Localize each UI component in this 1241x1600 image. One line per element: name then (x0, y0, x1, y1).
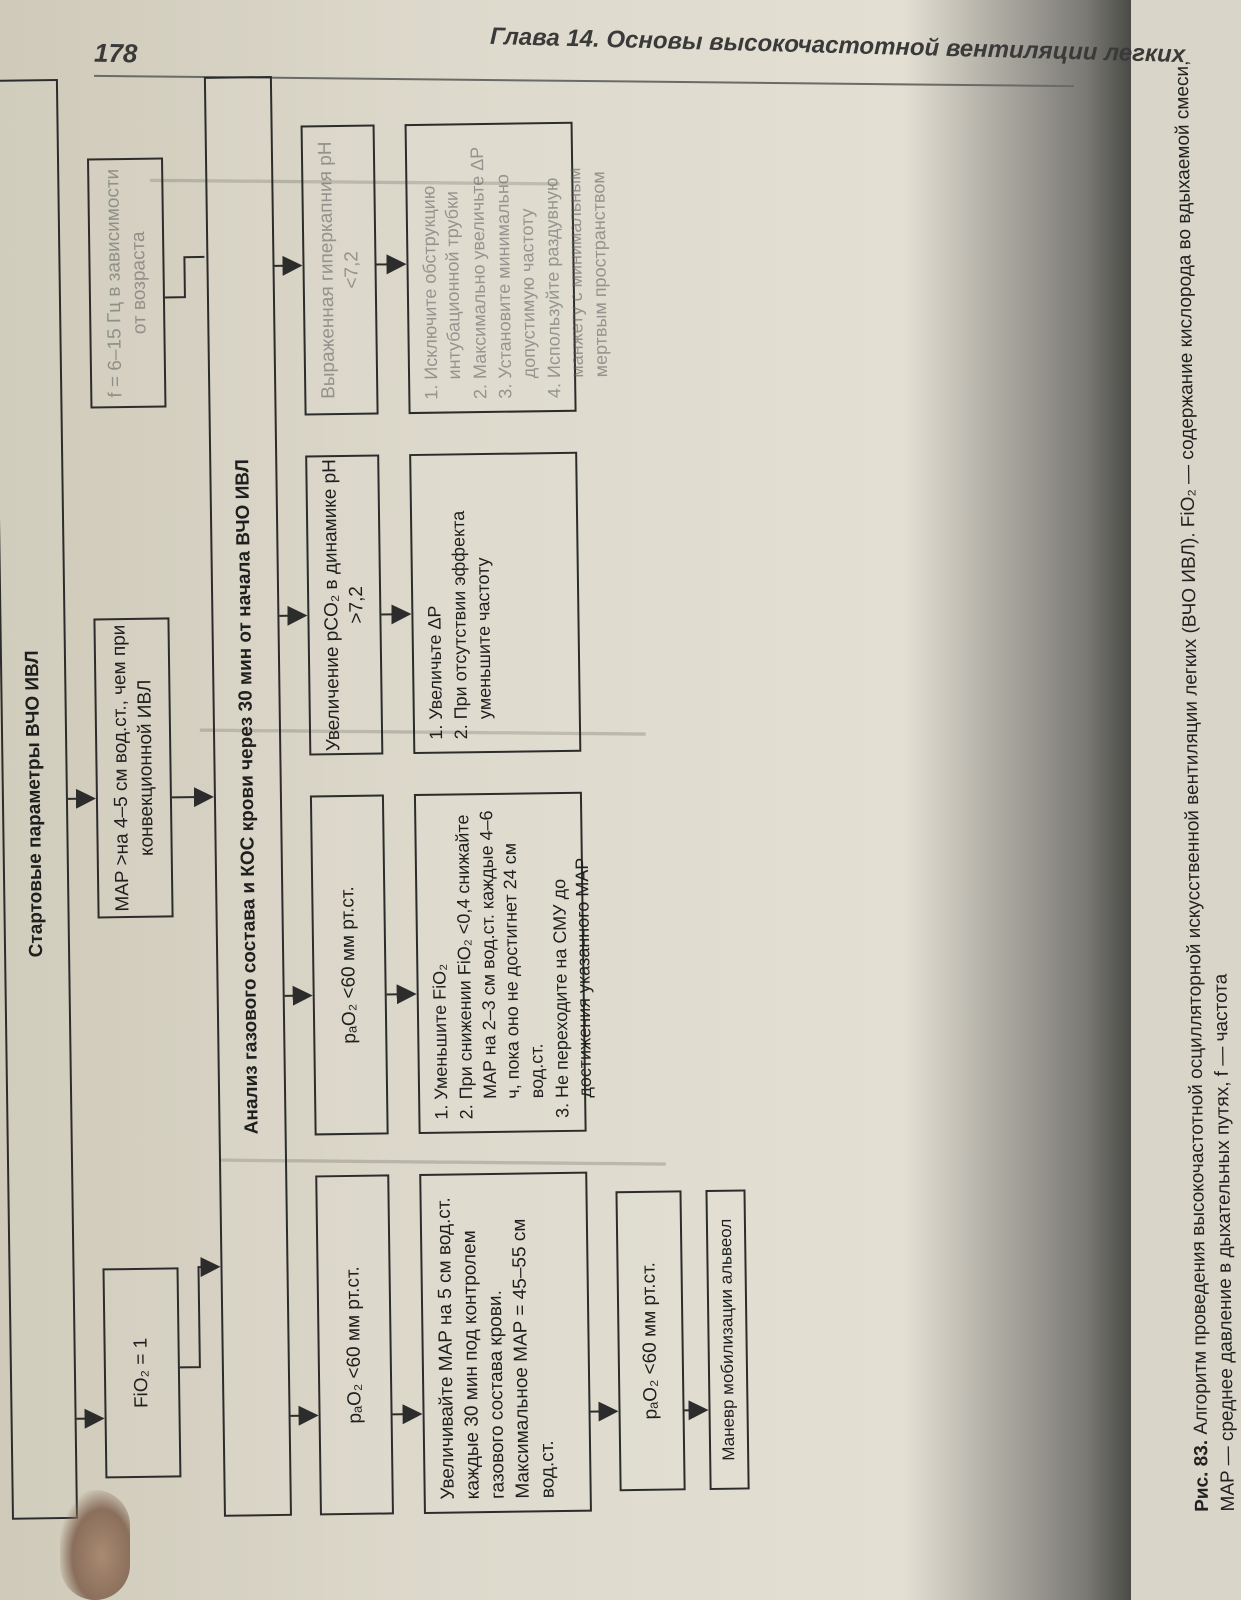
analysis-label: Анализ газового состава и КОС крови через 30 мин от начала ВЧО ИВЛ (232, 458, 264, 1135)
action-3-item: 2. При отсутствии эффекта уменьшите частоту (447, 467, 497, 720)
action-box-3 (409, 452, 581, 754)
map-label: MAP >на 4–5 см вод.ст., чем при конвекционной ИВЛ (108, 624, 158, 912)
action-4-item: 2. Максимально увеличьте ΔP (466, 137, 493, 379)
fio2-label: FiO₂ = 1 (130, 1337, 153, 1409)
condition-4-label: Выраженная гиперкапния pH <7,2 (314, 141, 363, 400)
action-2-item: 2. При снижении FiO₂ <0,4 снижайте MAP на 2–3 см вод.ст. каждые 4–6 ч, пока оно не достигнет 24 см вод.ст. (451, 806, 549, 1099)
freq-label: f = 6–15 Гц в зависимости от возраста (102, 168, 151, 398)
action-3-list (421, 467, 499, 740)
action-4-item: 4. Используйте раздувную манжету с минимальным мертвым пространством (540, 135, 614, 378)
action-2-list (426, 805, 600, 1119)
page-number: 178 (93, 37, 138, 69)
action-2-item: 3. Не переходите на СМУ до достижения указанного MAP (547, 806, 598, 1099)
fio2-param-box (102, 1267, 181, 1478)
thumb-shadow (60, 1490, 130, 1600)
bleed-through-text: ━━━━━━━━━━━━━━━━━━━━━━━━━━━━━━━━━━ (149, 170, 560, 196)
action-box-4 (405, 122, 611, 414)
action-box-1 (419, 1172, 592, 1514)
figure-caption (1170, 51, 1241, 1512)
condition-1-label: pₐO₂ <60 мм рт.ст. (342, 1266, 367, 1424)
condition-box-1 (315, 1174, 394, 1515)
followup-1-label: pₐO₂ <60 мм рт.ст. (638, 1261, 663, 1420)
page-header (0, 0, 1186, 90)
action-box-2 (414, 792, 596, 1134)
map-param-box (93, 617, 173, 918)
followup-box-2 (705, 1189, 749, 1490)
action-2-item: 1. Уменьшите FiO₂ (426, 808, 453, 1100)
bleed-through-text: ━━━━━━━━━━━━━━━━━━━━━━━━━━━━━━━━━━━━━ (199, 720, 646, 746)
followup-2-label: Маневр мобилизации альвеол (715, 1218, 739, 1461)
freq-param-box (87, 157, 166, 408)
condition-box-3 (305, 454, 383, 755)
action-1-text: Увеличивайте MAP на 5 см вод.ст. каждые 30 мин под контролем газового состава крови. Максимальное MAP = 45–55 см вод.ст. (433, 1197, 560, 1500)
condition-3-label: Увеличение pCO₂ в динамике pH >7,2 (319, 458, 368, 752)
action-4-item: 3. Установите минимально допустимую частоту (491, 136, 541, 379)
chapter-title: Глава 14. Основы высокочастотной вентиляции легких (489, 22, 1186, 69)
start-label: Стартовые параметры ВЧО ИВЛ (22, 650, 48, 958)
followup-box-1 (615, 1190, 685, 1491)
figure-caption-text: Алгоритм проведения высокочастотной осцилляторной искусственной вентиляции легких (ВЧО ИВЛ). FiO₂ — содержание кислорода во вдыхаемой смеси, MAP — среднее давление в дыхательных путях, f — частота (1171, 60, 1239, 1512)
condition-box-2 (310, 794, 389, 1135)
condition-box-4 (301, 125, 379, 416)
figure-label: Рис. 83. (1190, 1439, 1213, 1512)
action-4-list (417, 135, 616, 400)
action-4-item: 1. Исключите обструкцию интубационной трубки (417, 137, 467, 380)
condition-2-label: pₐO₂ <60 мм рт.ст. (337, 886, 361, 1044)
flowchart (0, 100, 752, 1520)
action-3-item: 1. Увеличьте ΔP (421, 468, 448, 720)
bleed-through-text: ━━━━━━━━━━━━━━━━━━━━━━━━━━━━━━━━━━━━━ (219, 1150, 666, 1176)
